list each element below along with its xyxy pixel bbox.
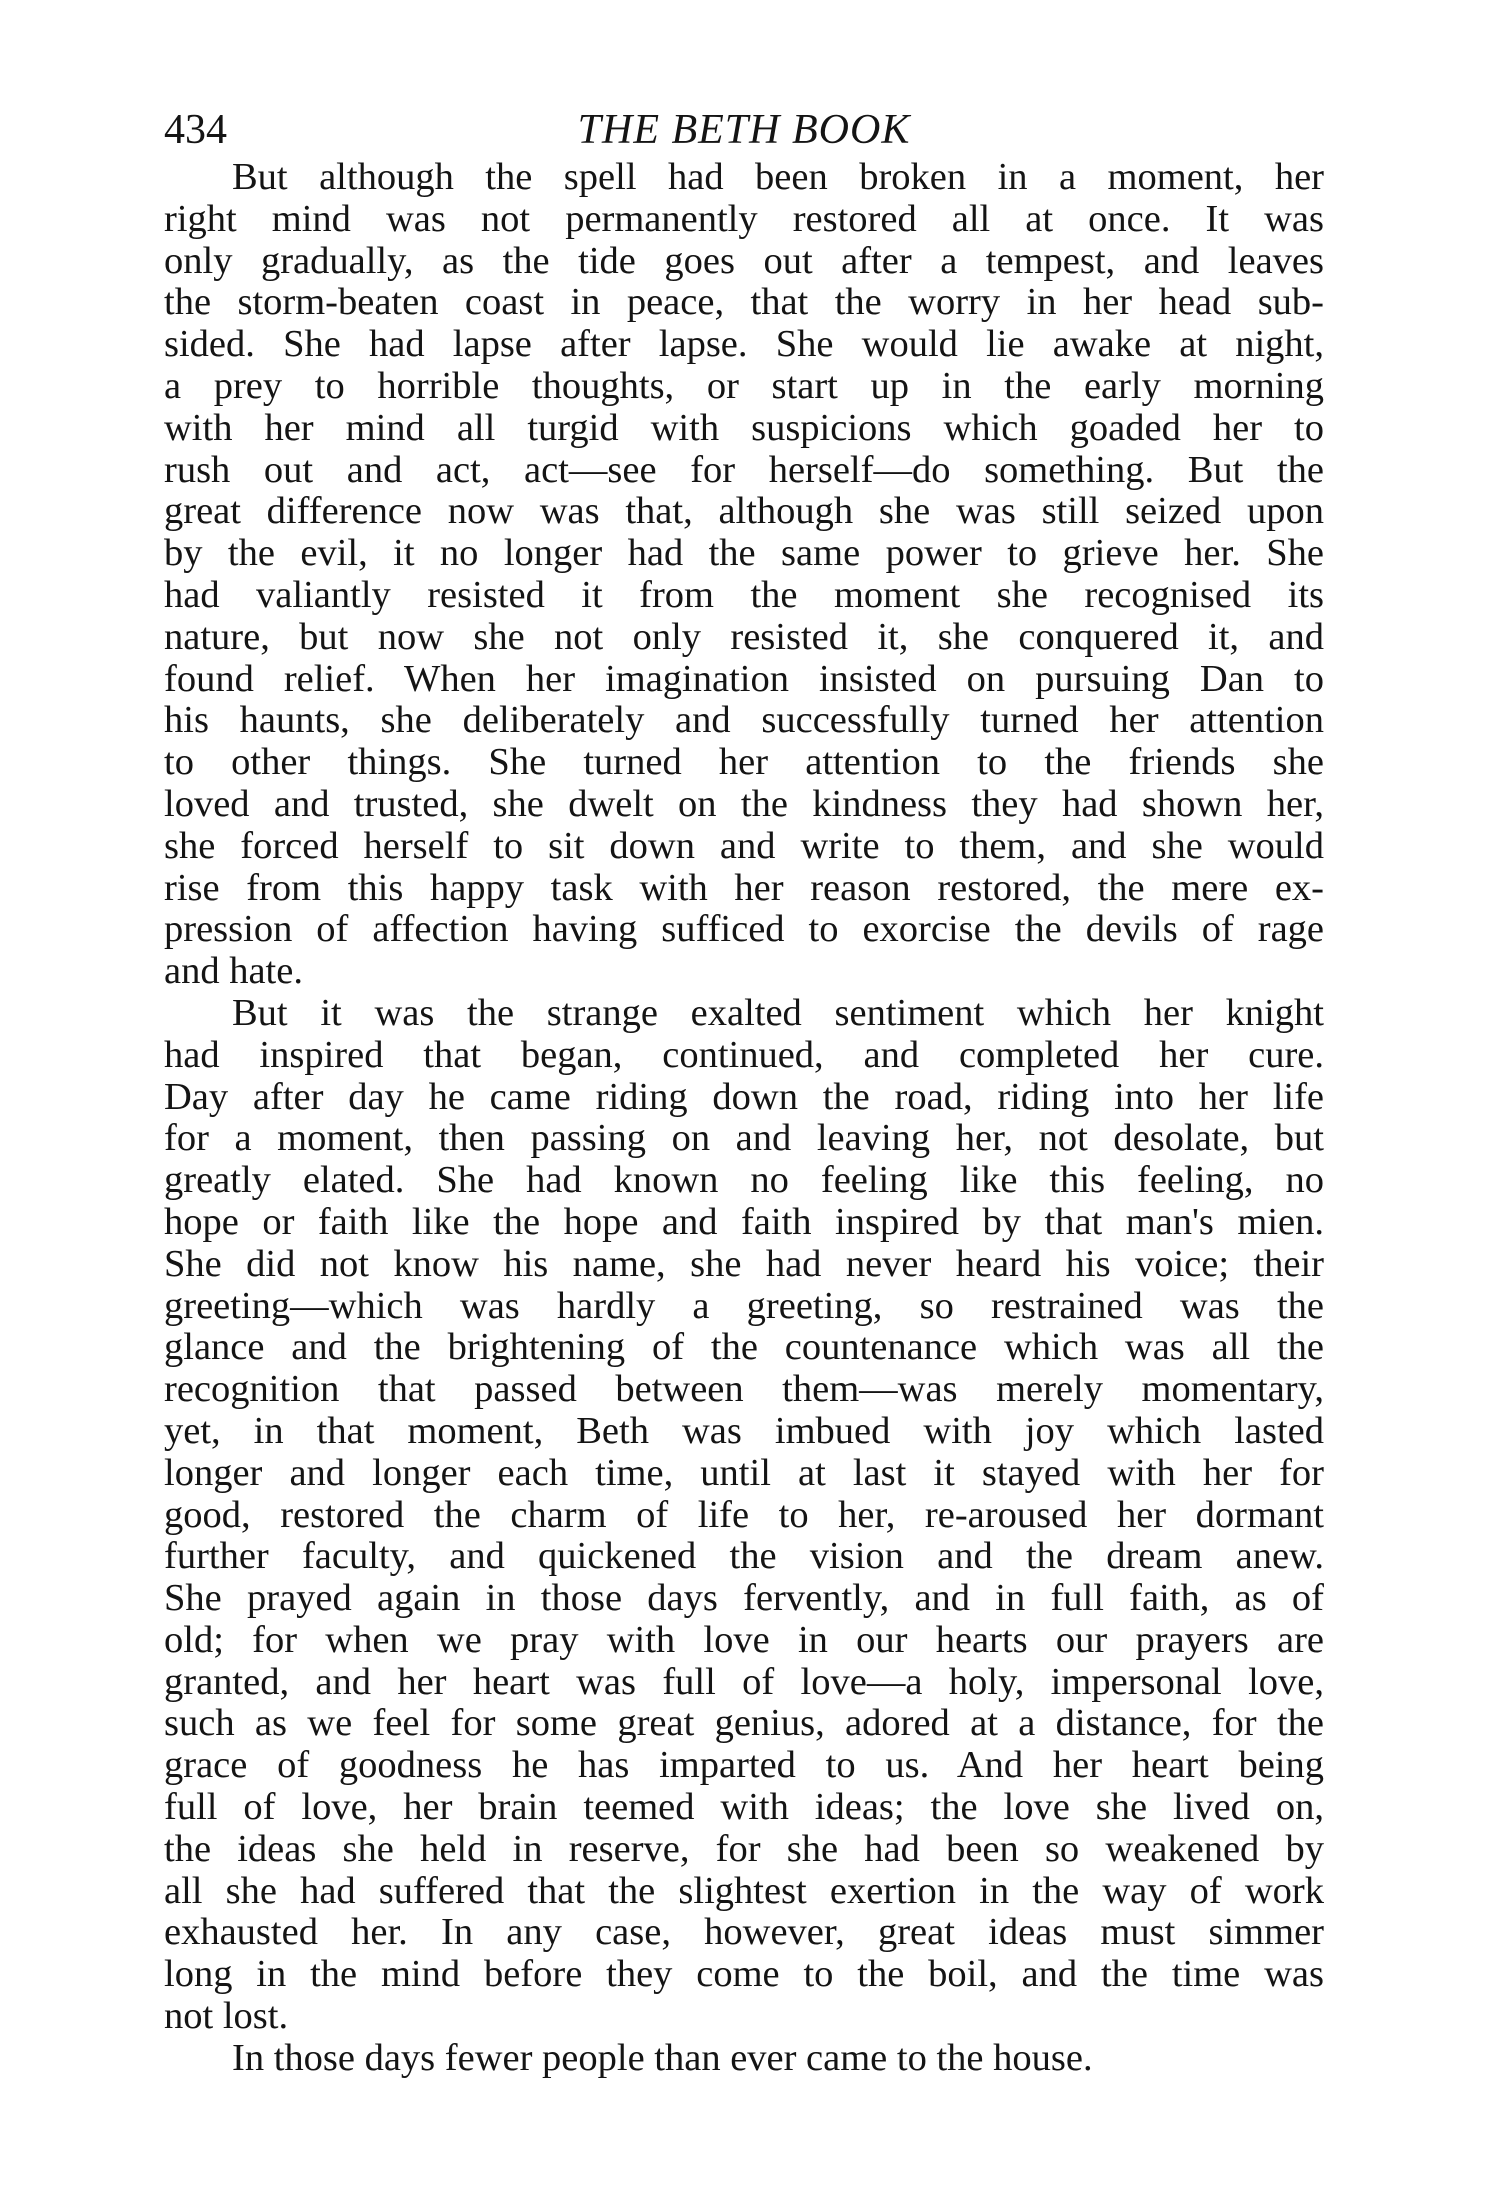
text-line: sided. She had lapse after lapse. She would lie awake at night, <box>164 323 1324 366</box>
text-line: In those days fewer people than ever came to the house. <box>232 2036 1093 2079</box>
text-line: yet, in that moment, Beth was imbued with joy which lasted <box>164 1409 1324 1452</box>
text-line: hope or faith like the hope and faith inspired by that man's mien. <box>164 1200 1324 1243</box>
text-line: all she had suffered that the slightest exertion in the way of work <box>164 1869 1324 1912</box>
text-line: with her mind all turgid with suspicions which goaded her to <box>164 406 1324 449</box>
text-line: loved and trusted, she dwelt on the kindness they had shown her, <box>164 782 1324 825</box>
text-line: Day after day he came riding down the road, riding into her life <box>164 1075 1324 1118</box>
text-line: to other things. She turned her attention to the friends she <box>164 741 1324 784</box>
text-line: glance and the brightening of the countenance which was all the <box>164 1326 1324 1369</box>
text-line: greeting—which was hardly a greeting, so restrained was the <box>164 1284 1324 1327</box>
text-line: But it was the strange exalted sentiment which her knight <box>232 991 1324 1034</box>
paragraph <box>164 2038 1324 2080</box>
text-line: long in the mind before they come to the boil, and the time was <box>164 1953 1324 1996</box>
text-line: pression of affection having sufficed to exorcise the devils of rage <box>164 908 1324 951</box>
text-line: she forced herself to sit down and write to them, and she would <box>164 824 1324 867</box>
text-line: recognition that passed between them—was merely momentary, <box>164 1368 1324 1411</box>
text-line: found relief. When her imagination insisted on pursuing Dan to <box>164 657 1324 700</box>
text-line: his haunts, she deliberately and successfully turned her attention <box>164 699 1324 742</box>
running-title: THE BETH BOOK <box>577 107 911 153</box>
text-line: and hate. <box>164 950 303 993</box>
text-line: granted, and her heart was full of love—a holy, impersonal love, <box>164 1660 1324 1703</box>
text-line: by the evil, it no longer had the same power to grieve her. She <box>164 532 1324 575</box>
text-line: further faculty, and quickened the vision and the dream anew. <box>164 1535 1324 1578</box>
paragraph <box>164 993 1324 2038</box>
body-text <box>164 157 1324 2080</box>
text-line: But although the spell had been broken in a moment, her <box>232 156 1324 198</box>
text-line: only gradually, as the tide goes out after a tempest, and leaves <box>164 239 1324 282</box>
text-line: She did not know his name, she had never heard his voice; their <box>164 1242 1324 1285</box>
text-line: rush out and act, act—see for herself—do something. But the <box>164 448 1324 491</box>
text-line: a prey to horrible thoughts, or start up in the early morning <box>164 364 1324 407</box>
text-line: good, restored the charm of life to her, re-aroused her dormant <box>164 1493 1324 1536</box>
text-line: full of love, her brain teemed with ideas; the love she lived on, <box>164 1786 1324 1829</box>
paragraph <box>164 157 1324 993</box>
text-line: She prayed again in those days fervently, and in full faith, as of <box>164 1577 1324 1620</box>
text-line: right mind was not permanently restored all at once. It was <box>164 197 1324 240</box>
text-line: grace of goodness he has imparted to us. And her heart being <box>164 1744 1324 1787</box>
text-line: longer and longer each time, until at last it stayed with her for <box>164 1451 1324 1494</box>
text-line: rise from this happy task with her reason restored, the mere ex- <box>164 866 1324 909</box>
text-line: old; for when we pray with love in our hearts our prayers are <box>164 1618 1324 1661</box>
text-line: for a moment, then passing on and leaving her, not desolate, but <box>164 1117 1324 1160</box>
text-line: great difference now was that, although she was still seized upon <box>164 490 1324 533</box>
text-line: not lost. <box>164 1995 289 2038</box>
text-line: had valiantly resisted it from the moment she recognised its <box>164 573 1324 616</box>
text-line: had inspired that began, continued, and completed her cure. <box>164 1033 1324 1076</box>
page-number: 434 <box>164 107 227 153</box>
running-head <box>164 100 1324 160</box>
text-line: the storm-beaten coast in peace, that the worry in her head sub- <box>164 281 1324 324</box>
text-line: nature, but now she not only resisted it, she conquered it, and <box>164 615 1324 658</box>
book-page <box>164 100 1324 2080</box>
text-line: greatly elated. She had known no feeling like this feeling, no <box>164 1159 1324 1202</box>
text-line: exhausted her. In any case, however, great ideas must simmer <box>164 1911 1324 1954</box>
text-line: the ideas she held in reserve, for she had been so weakened by <box>164 1827 1324 1870</box>
text-line: such as we feel for some great genius, adored at a distance, for the <box>164 1702 1324 1745</box>
